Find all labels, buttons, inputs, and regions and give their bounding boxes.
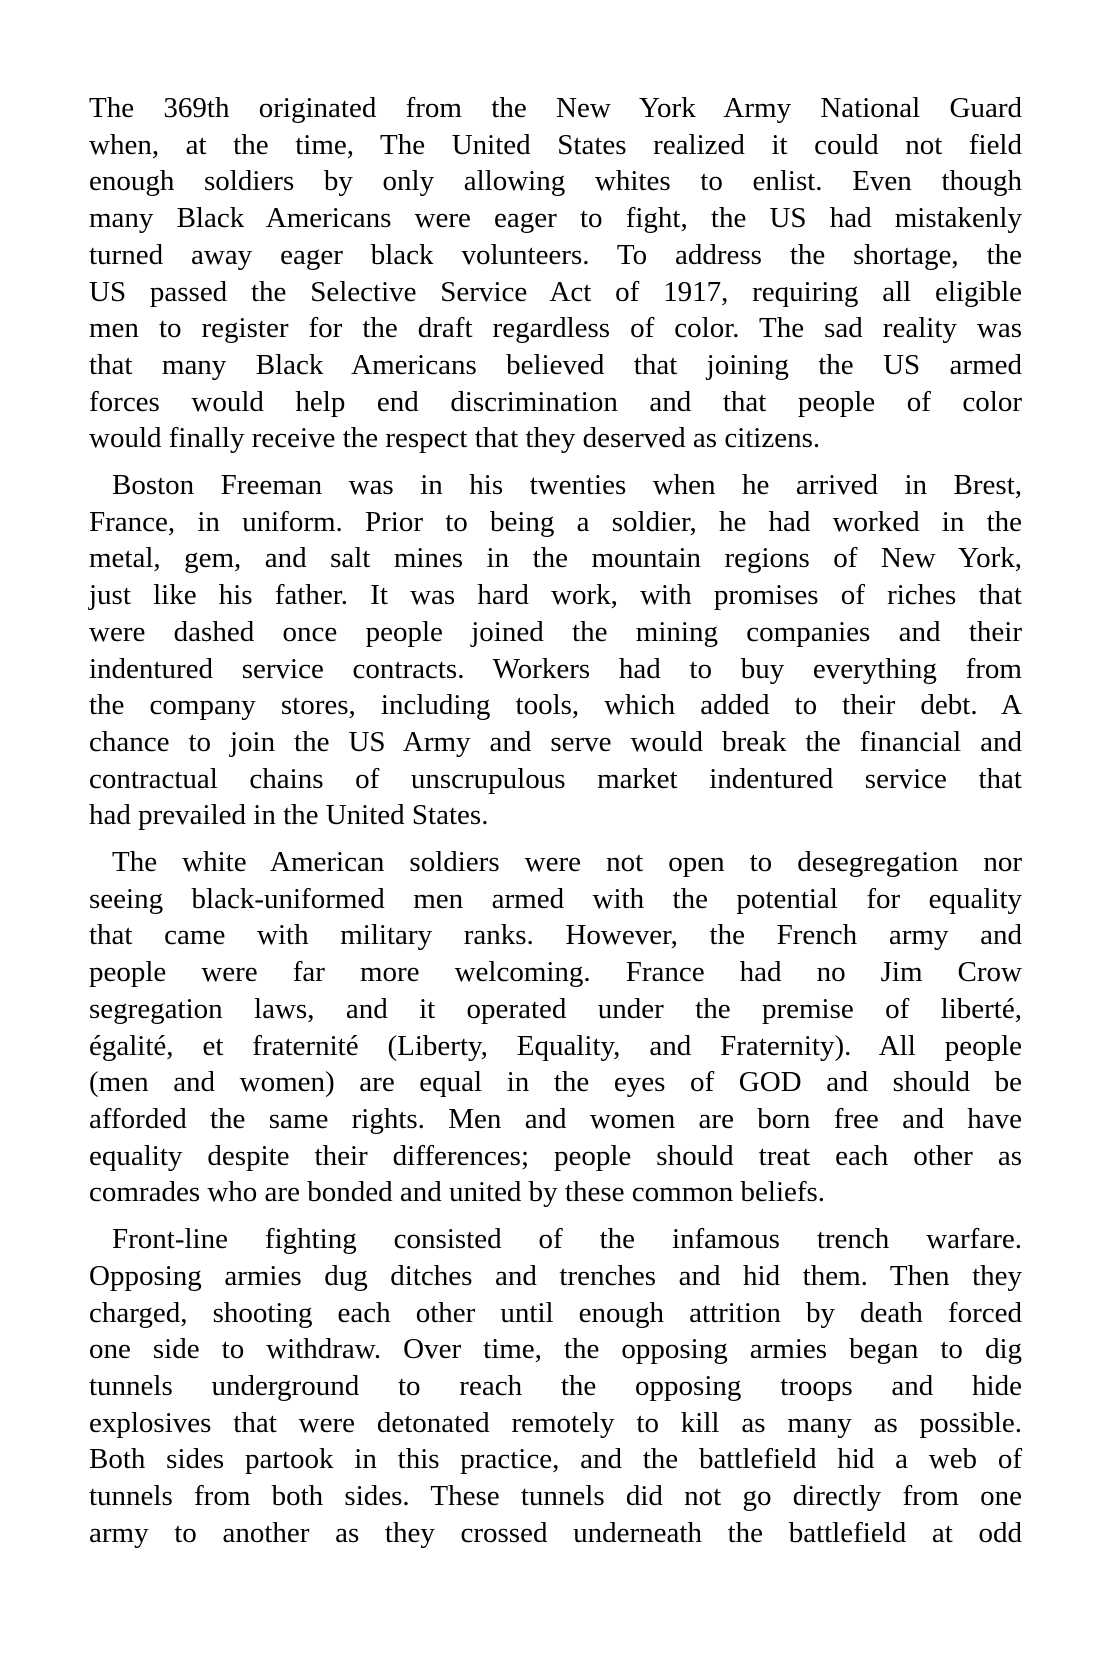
text-line: the company stores, including tools, which added to their debt. A <box>89 689 1022 722</box>
text-line: Both sides partook in this practice, and the battlefield hid a web of <box>89 1443 1022 1476</box>
text-line: metal, gem, and salt mines in the mountain regions of New York, <box>89 542 1022 575</box>
text-line: charged, shooting each other until enough attrition by death forced <box>89 1296 1022 1329</box>
text-line: The 369th originated from the New York Army National Guard <box>89 92 1022 124</box>
text-line: contractual chains of unscrupulous market indentured service that <box>89 762 1022 795</box>
paragraph <box>89 90 1022 457</box>
text-line: enough soldiers by only allowing whites to enlist. Even though <box>89 165 1022 198</box>
text-line: US passed the Selective Service Act of 1917, requiring all eligible <box>89 275 1022 308</box>
text-line: explosives that were detonated remotely to kill as many as possible. <box>89 1406 1022 1439</box>
text-line: would finally receive the respect that they deserved as citizens. <box>89 422 821 455</box>
text-line: France, in uniform. Prior to being a soldier, he had worked in the <box>89 505 1022 538</box>
text-line: tunnels from both sides. These tunnels did not go directly from one <box>89 1480 1022 1513</box>
text-line: people were far more welcoming. France had no Jim Crow <box>89 956 1022 989</box>
paragraph <box>89 844 1022 1211</box>
text-line: The white American soldiers were not open to desegregation nor <box>112 846 1022 879</box>
text-line: one side to withdraw. Over time, the opposing armies began to dig <box>89 1333 1022 1366</box>
text-line: turned away eager black volunteers. To address the shortage, the <box>89 238 1022 271</box>
text-line: army to another as they crossed underneath the battlefield at odd <box>89 1516 1022 1549</box>
text-line: had prevailed in the United States. <box>89 799 489 832</box>
text-line: were dashed once people joined the mining companies and their <box>89 615 1022 648</box>
text-line: (men and women) are equal in the eyes of GOD and should be <box>89 1066 1022 1099</box>
text-line: tunnels underground to reach the opposing troops and hide <box>89 1369 1022 1402</box>
text-line: equality despite their differences; people should treat each other as <box>89 1139 1022 1172</box>
text-line: segregation laws, and it operated under the premise of liberté, <box>89 992 1022 1025</box>
text-line: Front-line fighting consisted of the infamous trench warfare. <box>112 1223 1022 1256</box>
text-line: Opposing armies dug ditches and trenches and hid them. Then they <box>89 1259 1022 1292</box>
text-line: afforded the same rights. Men and women are born free and have <box>89 1102 1022 1135</box>
text-line: that many Black Americans believed that joining the US armed <box>89 348 1022 381</box>
text-line: chance to join the US Army and serve would break the financial and <box>89 725 1022 758</box>
body-text <box>89 90 1022 1551</box>
paragraph <box>89 1221 1022 1551</box>
text-line: seeing black-uniformed men armed with the potential for equality <box>89 882 1022 915</box>
paragraph <box>89 467 1022 834</box>
text-line: just like his father. It was hard work, with promises of riches that <box>89 579 1022 612</box>
text-line: men to register for the draft regardless of color. The sad reality was <box>89 312 1022 345</box>
text-line: when, at the time, The United States realized it could not field <box>89 128 1022 161</box>
text-line: Boston Freeman was in his twenties when he arrived in Brest, <box>112 469 1022 502</box>
text-line: that came with military ranks. However, the French army and <box>89 919 1022 952</box>
text-line: forces would help end discrimination and that people of color <box>89 385 1022 418</box>
text-line: égalité, et fraternité (Liberty, Equality, and Fraternity). All people <box>89 1029 1022 1062</box>
text-line: comrades who are bonded and united by these common beliefs. <box>89 1176 826 1209</box>
text-line: many Black Americans were eager to fight, the US had mistakenly <box>89 202 1022 235</box>
text-line: indentured service contracts. Workers had to buy everything from <box>89 652 1022 685</box>
